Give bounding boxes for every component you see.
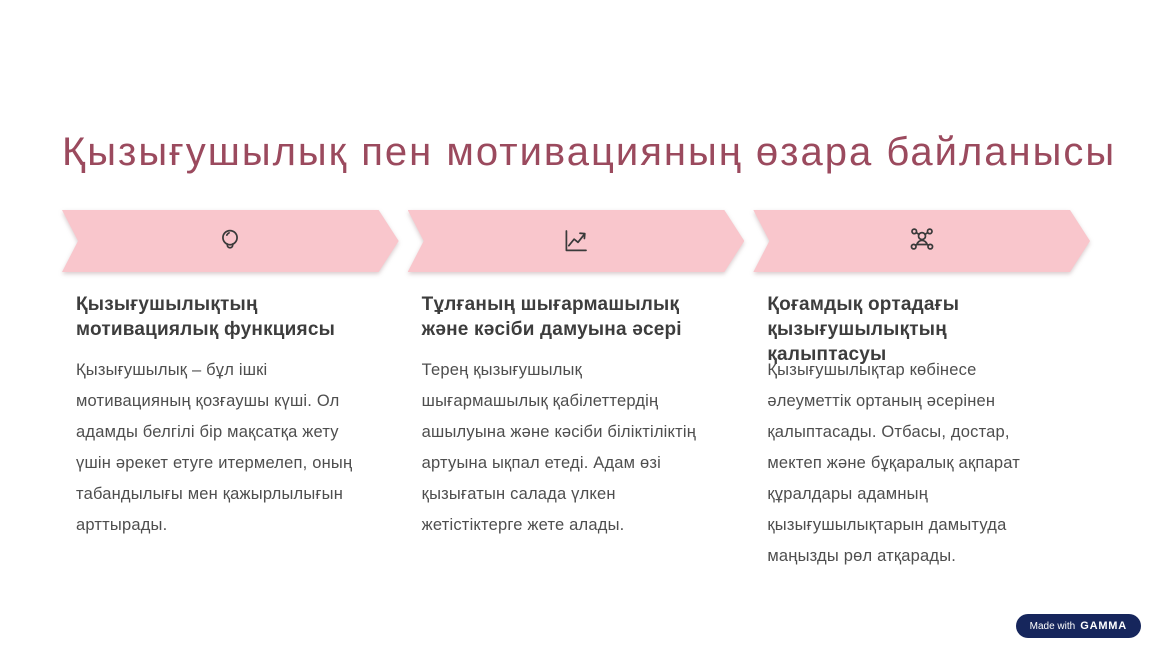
arrow-banner-1 (62, 210, 399, 272)
lightbulb-icon (214, 225, 246, 257)
column-creative-development (408, 292, 745, 572)
column-motivation-function (62, 292, 399, 572)
gamma-logo: GAMMA (1080, 620, 1127, 632)
people-network-icon (906, 225, 938, 257)
column-body: Қызығушылықтар көбінесе әлеуметтік ортаның әсерінен қалыптасады. Отбасы, достар, мектеп және бұқаралық ақпарат құралдары адамның қызығушылықтарын дамытуда маңызды рөл атқарады. (767, 361, 1021, 565)
badge-prefix-label: Made with (1029, 621, 1076, 632)
column-heading: Қоғамдық ортадағы қызығушылықтың қалыптасуы (767, 294, 960, 365)
arrow-banner-3 (753, 210, 1090, 272)
made-with-gamma-badge[interactable] (1016, 614, 1141, 638)
column-heading: Қызығушылықтың мотивациялық функциясы (76, 294, 336, 340)
arrow-banner-2 (408, 210, 745, 272)
arrow-banner-2-shape (408, 210, 745, 272)
content-columns (62, 292, 1090, 572)
arrow-banner-3-shape (753, 210, 1090, 272)
column-heading: Тұлғаның шығармашылық және кәсіби дамуына әсері (421, 294, 682, 340)
slide-title: Қызығушылық пен мотивацияның өзара байланысы (62, 130, 1117, 174)
trend-chart-icon (560, 225, 592, 257)
column-body: Қызығушылық – бұл ішкі мотивацияның қозғаушы күші. Ол адамды белгілі бір мақсатқа жету үшін әрекет етуге итермелеп, оның табандылығы мен қажырлылығын арттырады. (76, 361, 353, 534)
column-social-environment (753, 292, 1090, 572)
arrow-banner-1-shape (62, 210, 399, 272)
process-arrow-row (62, 210, 1090, 272)
column-body: Терең қызығушылық шығармашылық қабілеттердің ашылуына және кәсіби біліктіліктің артуына ықпал етеді. Адам өзі қызығатын салада үлкен жетістіктерге жете алады. (421, 361, 697, 534)
